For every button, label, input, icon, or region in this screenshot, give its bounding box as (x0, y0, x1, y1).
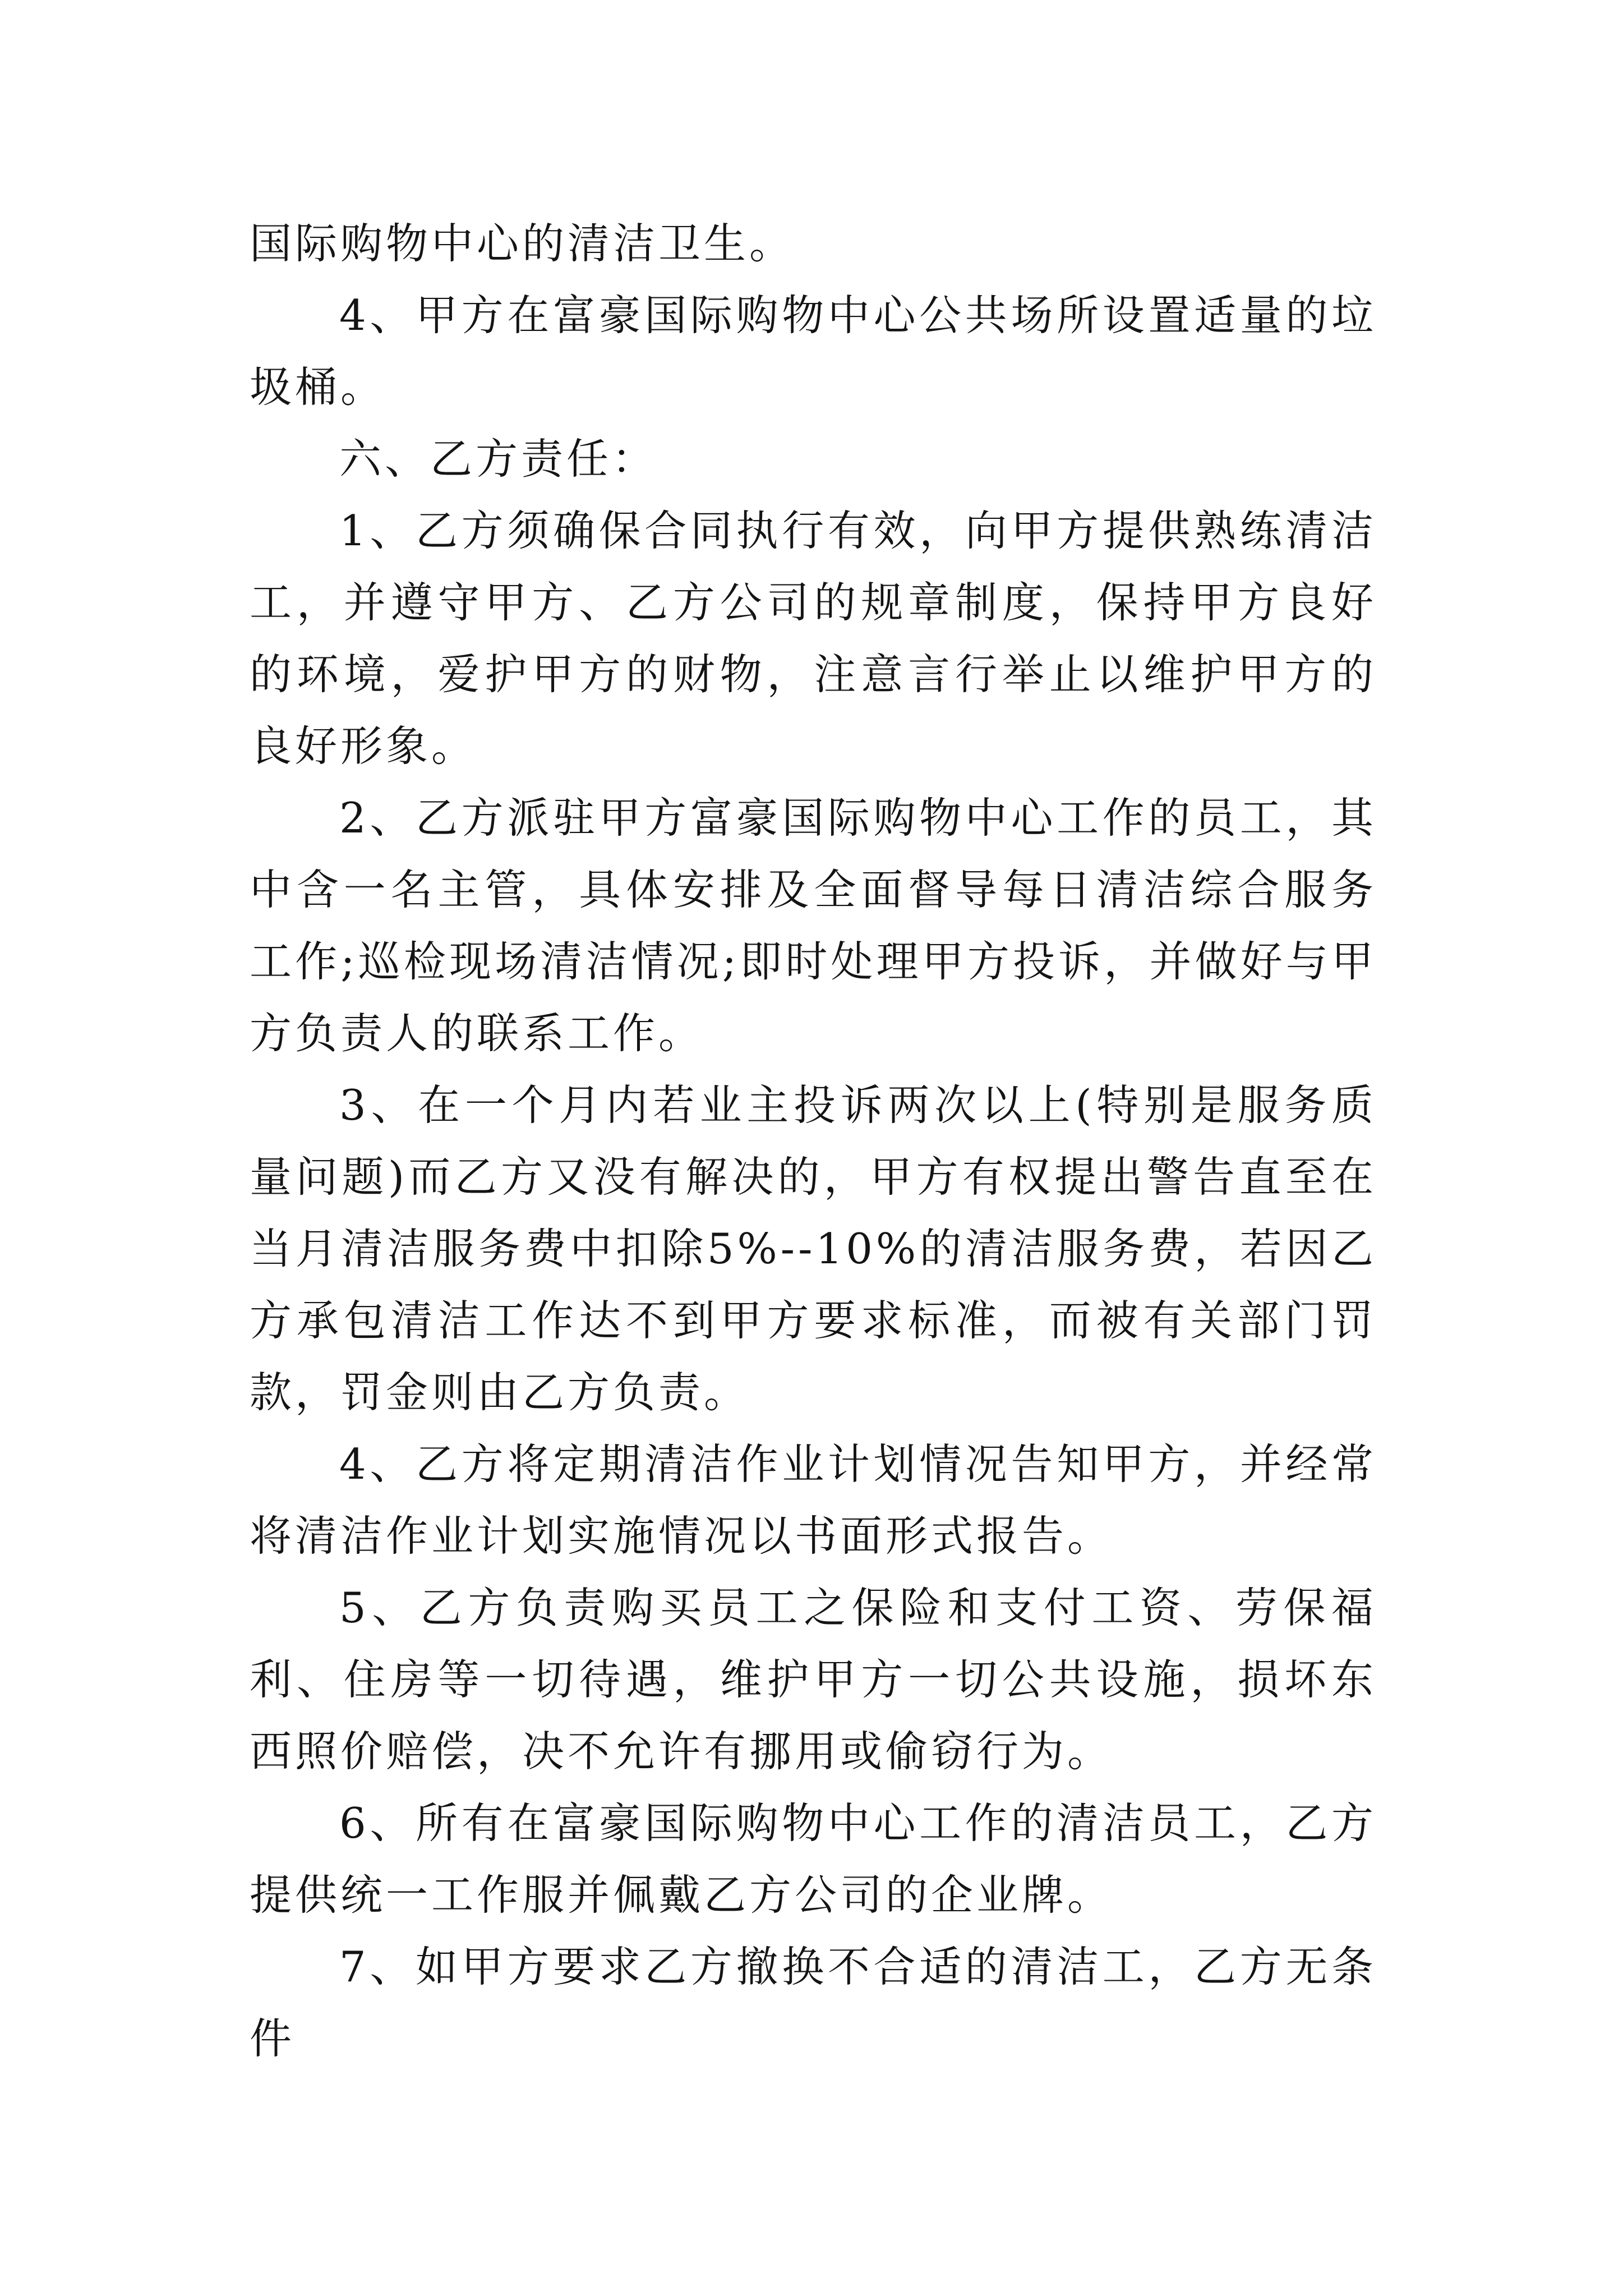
paragraph-clause-2: 2、乙方派驻甲方富豪国际购物中心工作的员工，其中含一名主管，具体安排及全面督导每日清洁综合服务工作;巡检现场清洁情况;即时处理甲方投诉，并做好与甲方负责人的联系工作。 (250, 793, 1377, 1058)
paragraph-clause-1: 1、乙方须确保合同执行有效，向甲方提供熟练清洁工，并遵守甲方、乙方公司的规章制度，保持甲方良好的环境，爱护甲方的财物，注意言行举止以维护甲方的良好形象。 (250, 506, 1377, 771)
paragraph-clause-7: 7、如甲方要求乙方撤换不合适的清洁工，乙方无条件 (250, 1942, 1377, 2063)
paragraph-clause-3: 3、在一个月内若业主投诉两次以上(特别是服务质量问题)而乙方又没有解决的，甲方有权提出警告直至在当月清洁服务费中扣除5%--10%的清洁服务费，若因乙方承包清洁工作达不到甲方要求标准，而被有关部门罚款，罚金则由乙方负责。 (250, 1080, 1377, 1417)
paragraph-continuation: 国际购物中心的清洁卫生。 (250, 219, 795, 268)
paragraph-clause-4-party-a: 4、甲方在富豪国际购物中心公共场所设置适量的垃圾桶。 (250, 291, 1377, 412)
section-heading-party-b-duties: 六、乙方责任： (339, 434, 658, 484)
paragraph-clause-5: 5、乙方负责购买员工之保险和支付工资、劳保福利、住房等一切待遇，维护甲方一切公共设施，损坏东西照价赔偿，决不允许有挪用或偷窃行为。 (250, 1583, 1377, 1776)
paragraph-clause-4: 4、乙方将定期清洁作业计划情况告知甲方，并经常将清洁作业计划实施情况以书面形式报告。 (250, 1439, 1377, 1561)
document-body (250, 208, 1377, 2074)
paragraph-clause-6: 6、所有在富豪国际购物中心工作的清洁员工，乙方提供统一工作服并佩戴乙方公司的企业牌。 (250, 1798, 1377, 1920)
